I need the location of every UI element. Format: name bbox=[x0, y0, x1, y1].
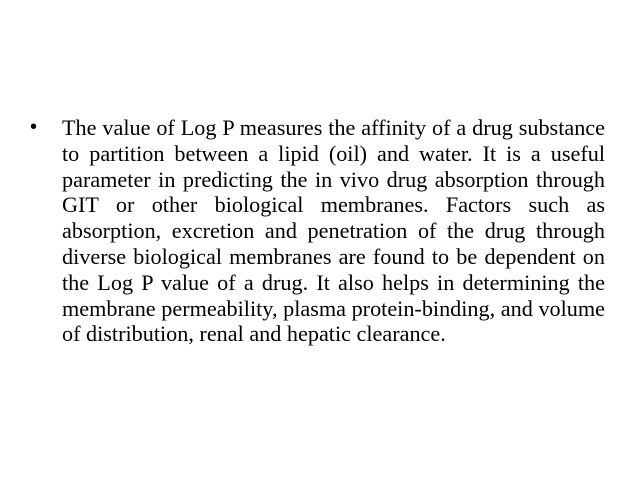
bullet-item bbox=[30, 115, 605, 347]
bullet-marker: • bbox=[30, 116, 38, 138]
bullet-list bbox=[30, 115, 605, 347]
bullet-text: The value of Log P measures the affinity of a drug substance to partition between a lipid (oil) and water. It is a useful parameter in predicting the in vivo drug absorption through GIT or other biological membranes. Factors such as absorption, excretion and penetration of the drug through diverse biological membranes are found to be dependent on the Log P value of a drug. It also helps in determining the membrane permeability, plasma protein-binding, and volume of distribution, renal and hepatic clearance. bbox=[62, 115, 605, 347]
